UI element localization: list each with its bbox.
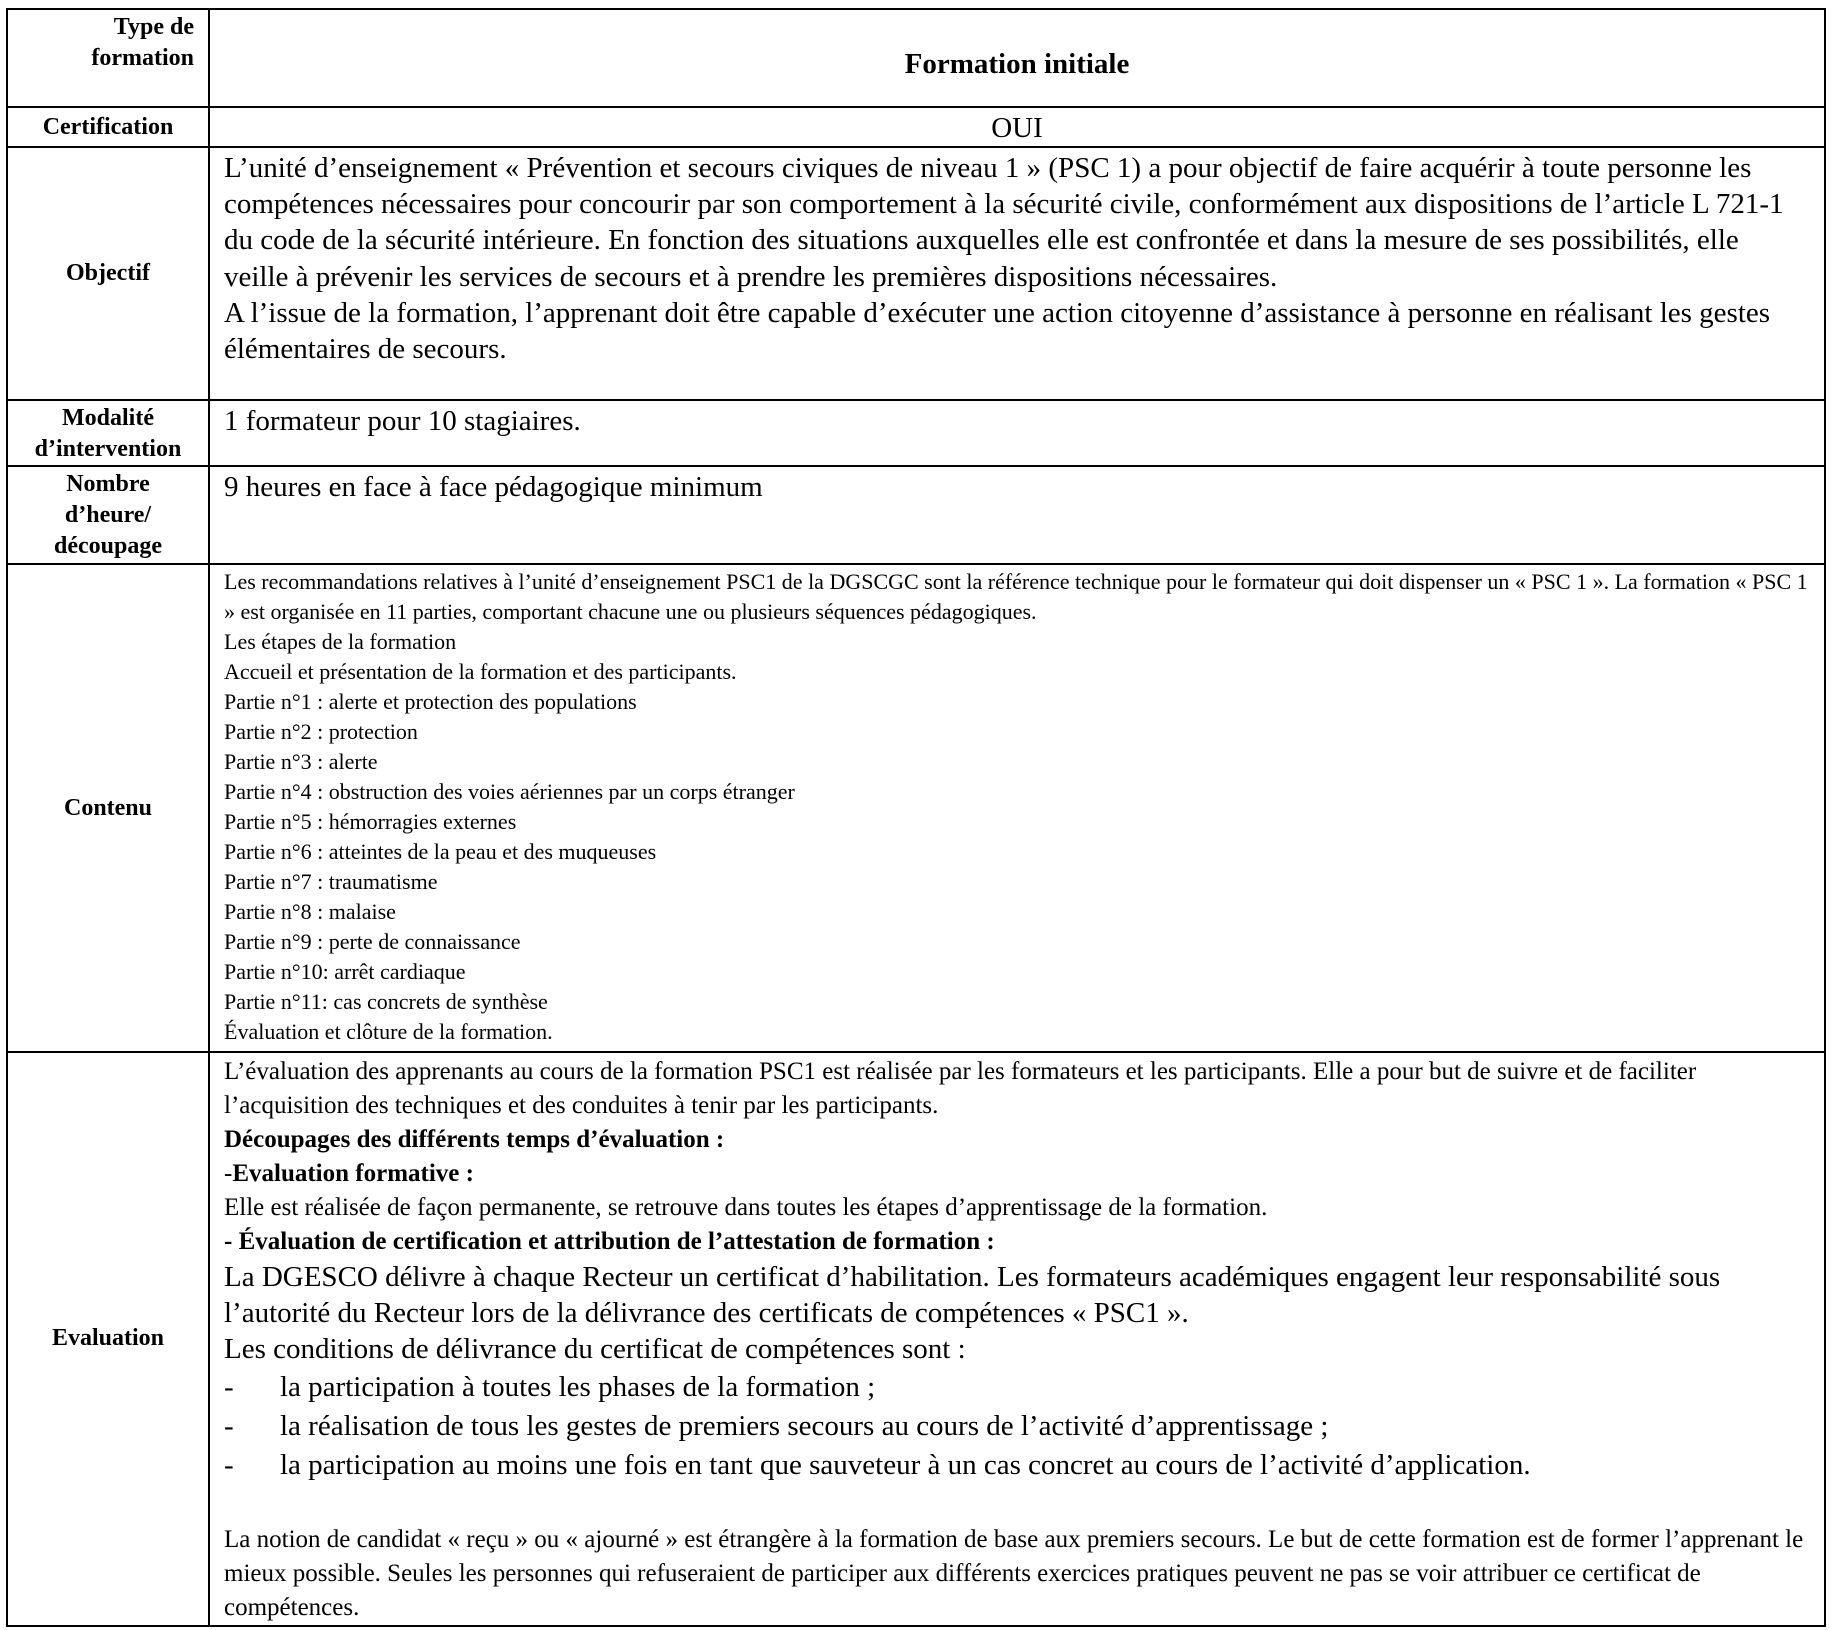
evaluation-paragraph: L’évaluation des apprenants au cours de la formation PSC1 est réalisée par les formateurs et les participants. Elle a pour but de suivre et de faciliter l’acquisition des techniques et des conduites à tenir par les participants. bbox=[224, 1058, 1697, 1119]
bullet-text: la participation au moins une fois en tant que sauveteur à un cas concret au cours de l’activité d’application. bbox=[280, 1449, 1531, 1482]
evaluation-heading: - Évaluation de certification et attribution de l’attestation de formation : bbox=[224, 1228, 995, 1255]
contenu-line: Partie n°4 : obstruction des voies aériennes par un corps étranger bbox=[224, 779, 795, 804]
bullet-marker: - bbox=[224, 1371, 234, 1403]
evaluation-bullet bbox=[224, 1369, 1810, 1405]
value-contenu bbox=[209, 564, 1825, 1052]
row-objectif bbox=[7, 147, 1825, 400]
contenu-intro: Les recommandations relatives à l’unité d’enseignement PSC1 de la DGSCGC sont la référence technique pour le formateur qui doit dispenser un « PSC 1 ». La formation « PSC 1 » est organisée en 11 parties, comportant chacune une ou plusieurs séquences pédagogiques. bbox=[224, 569, 1808, 624]
contenu-line: Partie n°3 : alerte bbox=[224, 749, 378, 774]
label-line: découpage bbox=[54, 533, 162, 559]
contenu-list bbox=[224, 627, 1810, 1047]
contenu-line: Partie n°9 : perte de connaissance bbox=[224, 929, 521, 954]
value-heures: 9 heures en face à face pédagogique minimum bbox=[209, 466, 1825, 564]
contenu-line: Évaluation et clôture de la formation. bbox=[224, 1019, 553, 1044]
row-certification bbox=[7, 107, 1825, 147]
contenu-line: Partie n°6 : atteintes de la peau et des muqueuses bbox=[224, 839, 657, 864]
label-line: Type de bbox=[113, 14, 194, 40]
label-type-formation bbox=[7, 9, 209, 107]
label-line: d’heure/ bbox=[64, 502, 152, 528]
heading-text: Evaluation formative : bbox=[232, 1160, 474, 1187]
label-contenu: Contenu bbox=[7, 564, 209, 1052]
evaluation-paragraph: La notion de candidat « reçu » ou « ajourné » est étrangère à la formation de base aux premiers secours. Le but de cette formation est de former l’apprenant le mieux possible. Seules les personnes qui refuseraient de participer aux différents exercices pratiques peuvent ne pas se voir attribuer ce certificat de compétences. bbox=[224, 1525, 1804, 1621]
bullet-marker: - bbox=[224, 1410, 234, 1443]
row-contenu bbox=[7, 564, 1825, 1052]
contenu-line: Partie n°5 : hémorragies externes bbox=[224, 809, 517, 834]
contenu-line: Partie n°8 : malaise bbox=[224, 899, 396, 924]
contenu-line: Partie n°10: arrêt cardiaque bbox=[224, 959, 466, 984]
row-type-formation bbox=[7, 9, 1825, 107]
training-sheet bbox=[6, 8, 1826, 1622]
contenu-line: Partie n°2 : protection bbox=[224, 719, 418, 744]
contenu-line: Accueil et présentation de la formation et des participants. bbox=[224, 659, 737, 684]
label-line: Nombre bbox=[66, 471, 150, 497]
evaluation-heading: Découpages des différents temps d’évaluation : bbox=[224, 1126, 725, 1153]
label-objectif: Objectif bbox=[7, 147, 209, 400]
contenu-line: Partie n°11: cas concrets de synthèse bbox=[224, 989, 548, 1014]
label-line: formation bbox=[91, 45, 194, 71]
bullet-text: la participation à toutes les phases de la formation ; bbox=[280, 1371, 876, 1403]
evaluation-bullet bbox=[224, 1447, 1810, 1483]
value-certification bbox=[209, 107, 1825, 147]
evaluation-bullet bbox=[224, 1408, 1810, 1444]
value-objectif bbox=[209, 147, 1825, 400]
bullet-marker: - bbox=[224, 1449, 234, 1482]
value-type-formation bbox=[209, 9, 1825, 107]
evaluation-paragraph: Elle est réalisée de façon permanente, se retrouve dans toutes les étapes d’apprentissage de la formation. bbox=[224, 1194, 1268, 1221]
contenu-line: Partie n°7 : traumatisme bbox=[224, 869, 438, 894]
training-table bbox=[6, 8, 1826, 1627]
objectif-paragraph: A l’issue de la formation, l’apprenant doit être capable d’exécuter une action citoyenne d’assistance à personne en réalisant les gestes élémentaires de secours. bbox=[224, 296, 1771, 366]
row-heures bbox=[7, 466, 1825, 564]
row-evaluation bbox=[7, 1052, 1825, 1626]
label-heures bbox=[7, 466, 209, 564]
objectif-paragraph: L’unité d’enseignement « Prévention et secours civiques de niveau 1 » (PSC 1) a pour objectif de faire acquérir à toute personne les compétences nécessaires pour concourir par son comportement à la sécurité civile, conformément aux dispositions de l’article L 721-1 du code de la sécurité intérieure. En fonction des situations auxquelles elle est confrontée et dans la mesure de ses possibilités, elle veille à prévenir les services de secours et à prendre les premières dispositions nécessaires. bbox=[224, 152, 1784, 293]
bullet-text: la réalisation de tous les gestes de premiers secours au cours de l’activité d’apprentissage ; bbox=[280, 1410, 1329, 1443]
label-line: Modalité bbox=[62, 405, 154, 431]
evaluation-heading bbox=[224, 1157, 1810, 1191]
value-modalite: 1 formateur pour 10 stagiaires. bbox=[209, 400, 1825, 466]
value-evaluation bbox=[209, 1052, 1825, 1626]
label-line: d’intervention bbox=[34, 436, 182, 462]
formation-title: Formation initiale bbox=[904, 48, 1130, 80]
row-modalite bbox=[7, 400, 1825, 466]
evaluation-paragraph: La DGESCO délivre à chaque Recteur un certificat d’habilitation. Les formateurs académiques engagent leur responsabilité sous l’autorité du Recteur lors de la délivrance des certificats de compétences « PSC1 ». bbox=[224, 1261, 1721, 1329]
heading-prefix: - bbox=[224, 1160, 233, 1187]
certification-value: OUI bbox=[991, 112, 1043, 144]
contenu-line: Les étapes de la formation bbox=[224, 629, 457, 654]
spacer bbox=[224, 1487, 1810, 1523]
label-modalite bbox=[7, 400, 209, 466]
label-evaluation: Evaluation bbox=[7, 1052, 209, 1626]
evaluation-paragraph: Les conditions de délivrance du certificat de compétences sont : bbox=[224, 1333, 966, 1365]
contenu-line: Partie n°1 : alerte et protection des populations bbox=[224, 689, 637, 714]
label-certification: Certification bbox=[7, 107, 209, 147]
